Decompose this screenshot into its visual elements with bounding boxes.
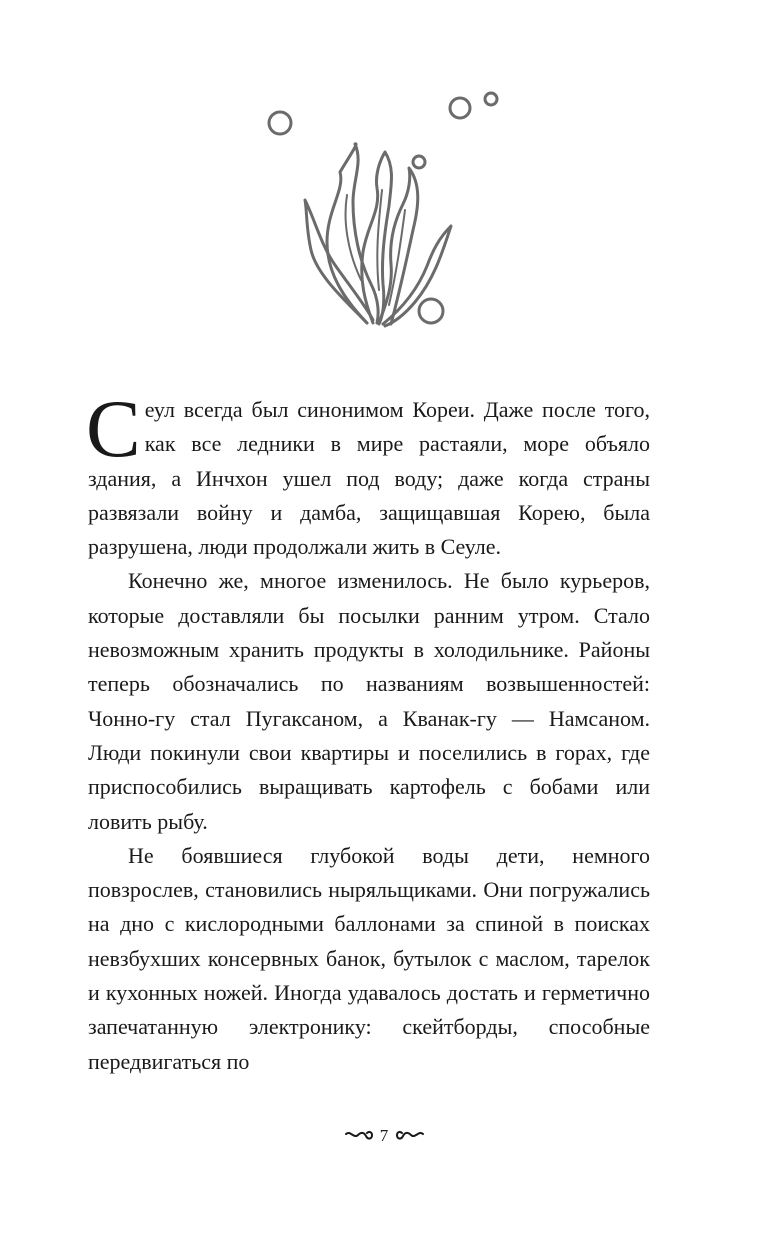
page-number: 7	[379, 1126, 389, 1146]
paragraph-1	[86, 383, 650, 564]
seaweed-with-bubbles-icon	[255, 80, 515, 340]
drop-cap: С	[86, 383, 141, 474]
chapter-text	[86, 383, 650, 1079]
swirl-ornament-left-icon	[344, 1129, 374, 1143]
swirl-ornament-right-icon	[395, 1129, 425, 1143]
paragraph-1-text: еул всегда был синонимом Кореи. Даже после того, как все ледники в мире растаяли, море объяло здания, а Инчхон ушел под воду; даже когда страны развязали войну и дамба, защищавшая Корею, была разрушена, люди продолжали жить в Сеуле.	[88, 397, 650, 560]
page-footer	[0, 1125, 768, 1146]
paragraph-3: Не боявшиеся глубокой воды дети, немного повзрослев, становились ныряльщиками. Они погружались на дно с кислородными баллонами за спиной в поисках невзбухших консервных банок, бутылок с маслом, тарелок и кухонных ножей. Иногда удавалось достать и герметично запечатанную электронику: скейтборды, способные передвигаться по	[88, 842, 650, 1074]
paragraph-2: Конечно же, многое изменилось. Не было курьеров, которые доставляли бы посылки ранним утром. Стало невозможным хранить продукты в холодильнике. Районы теперь обозначались по названиям возвышенностей: Чонно-гу стал Пугаксаном, а Кванак-гу — Намсаном. Люди покинули свои квартиры и поселились в горах, где приспособились выращивать картофель с бобами или ловить рыбу.	[88, 568, 650, 834]
